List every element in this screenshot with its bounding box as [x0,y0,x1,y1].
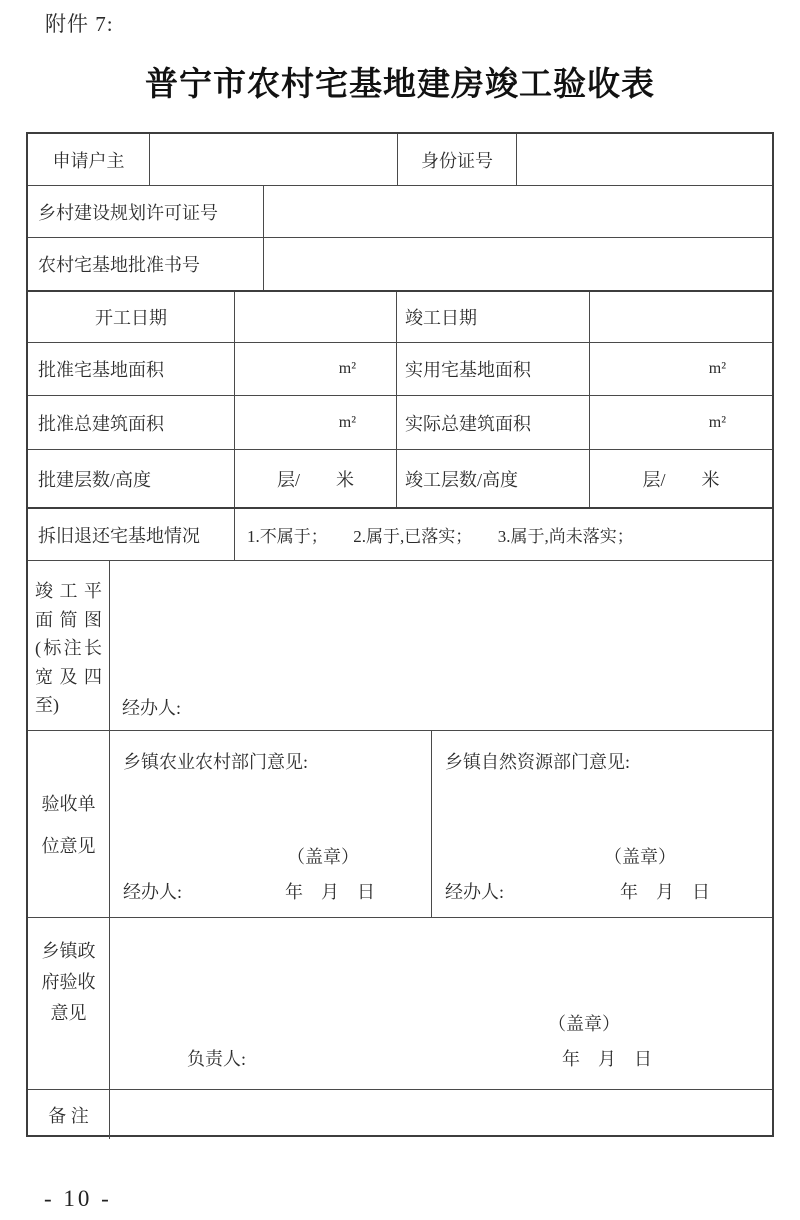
attachment-label: 附件 7: [45,12,114,36]
sketch-label [28,561,110,730]
government-label-line: 府验收 [41,972,96,992]
completed-floors-unit: 层/ 米 [642,469,720,490]
acceptance-label-line: 验收单 [41,794,96,814]
sketch-handler-label: 经办人: [122,698,182,718]
completion-date-label: 竣工日期 [397,292,590,342]
row-building-area [28,395,772,449]
resources-seal-label: （盖章） [604,847,676,867]
sketch-label-line: 竣 工 平 [35,581,102,601]
approved-floors-unit: 层/ 米 [235,450,397,507]
government-seal-label: （盖章） [548,1014,620,1034]
sketch-drawing-area [110,561,772,730]
sketch-label-line: 面 简 图 [35,609,102,630]
row-homestead-area [28,342,772,395]
resources-dept-title: 乡镇自然资源部门意见: [445,752,630,772]
row-acceptance-opinions [28,730,772,917]
approved-homestead-area-unit: m² [235,343,397,395]
id-number-label: 身份证号 [398,134,517,185]
id-number-value-cell [517,134,772,185]
completion-date-value-cell [590,292,772,342]
government-label-line: 乡镇政 [41,941,96,961]
row-applicant [28,134,772,185]
demolition-options: 1.不属于； 2.属于,已落实； 3.属于,尚未落实； [247,527,634,546]
actual-homestead-area-label: 实用宅基地面积 [397,343,590,395]
approved-building-area-label: 批准总建筑面积 [28,396,235,449]
remarks-label: 备 注 [28,1090,110,1139]
actual-homestead-area-unit: m² [708,360,726,377]
resources-dept-space [432,774,772,843]
acceptance-label [28,731,110,917]
agriculture-sign-line [110,878,431,917]
approved-floors-label: 批建层数/高度 [28,450,235,507]
planning-permit-label: 乡村建设规划许可证号 [28,186,264,237]
agriculture-handler-label: 经办人: [123,882,183,902]
form-title: 普宁市农村宅基地建房竣工验收表 [145,65,655,102]
sketch-label-line: (标注长 [35,638,102,658]
approved-building-area-unit: m² [235,396,397,449]
agriculture-dept-cell [110,731,432,917]
government-sign-line [110,1045,772,1089]
resources-handler-label: 经办人: [445,882,505,902]
government-opinion-cell [110,918,772,1089]
row-remarks [28,1089,772,1139]
acceptance-form-table [26,132,774,1137]
government-date-label: 年 月 日 [562,1049,652,1069]
government-responsible-label: 负责人: [187,1049,247,1069]
demolition-label: 拆旧退还宅基地情况 [28,509,235,560]
start-date-value-cell [235,292,397,342]
row-floors-height [28,449,772,507]
page-number: - 10 - [44,1186,112,1211]
agriculture-date-label: 年 月 日 [285,882,375,902]
approval-number-value-cell [264,238,772,290]
completed-floors-label: 竣工层数/高度 [397,450,590,507]
applicant-value-cell [150,134,398,185]
row-demolition [28,507,772,560]
actual-building-area-label: 实际总建筑面积 [397,396,590,449]
actual-building-area-unit: m² [708,413,726,431]
sketch-label-line: 至) [35,695,59,715]
government-label-line: 意见 [50,1003,87,1023]
start-date-label: 开工日期 [28,292,235,342]
sketch-label-line: 宽 及 四 [35,666,102,687]
remarks-value-cell [110,1090,772,1139]
agriculture-dept-space [110,774,431,843]
agriculture-seal-label: （盖章） [287,847,359,867]
row-sketch [28,560,772,730]
government-label [28,918,110,1089]
resources-dept-cell [432,731,772,917]
applicant-label: 申请户主 [28,134,150,185]
row-dates [28,290,772,342]
approved-homestead-area-label: 批准宅基地面积 [28,343,235,395]
approval-number-label: 农村宅基地批准书号 [28,238,264,290]
government-opinion-space [110,918,772,1010]
planning-permit-value-cell [264,186,772,237]
resources-date-label: 年 月 日 [620,882,710,902]
row-planning-permit [28,185,772,237]
acceptance-label-line: 位意见 [41,836,96,856]
resources-sign-line [432,878,772,917]
agriculture-dept-title: 乡镇农业农村部门意见: [123,752,308,772]
row-government-opinion [28,917,772,1089]
row-approval-number [28,237,772,290]
